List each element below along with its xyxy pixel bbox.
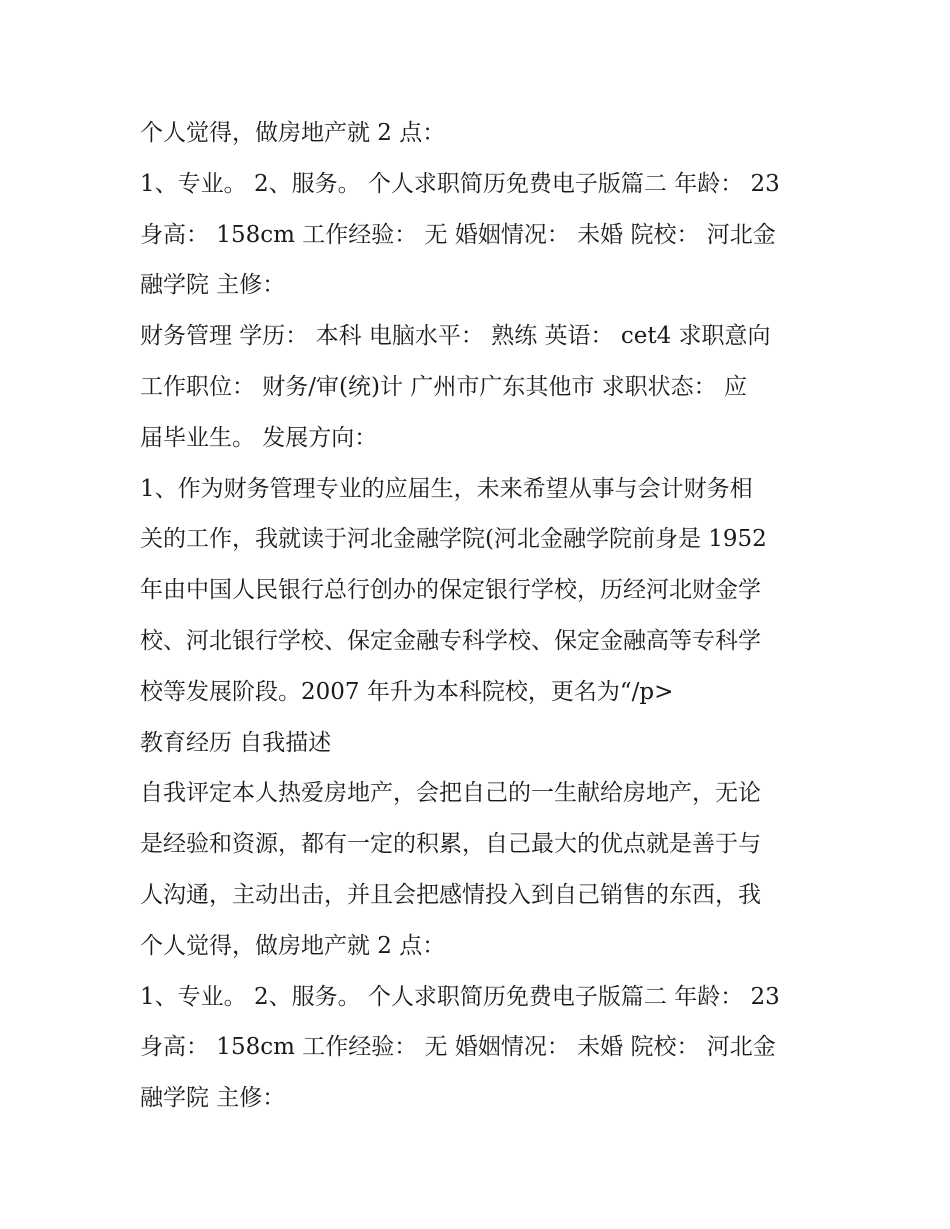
text-line: 自我评定本人热爱房地产，会把自己的一生献给房地产，无论 xyxy=(140,780,761,807)
document-body xyxy=(140,108,820,1124)
text-line: 校、河北银行学校、保定金融专科学校、保定金融高等专科学 xyxy=(140,627,761,654)
text-line: 财务管理 学历： 本科 电脑水平： 熟练 英语： cet4 求职意向 xyxy=(140,323,771,350)
text-line: 融学院 主修： xyxy=(140,1085,286,1112)
text-line: 身高： 158cm 工作经验： 无 婚姻情况： 未婚 院校： 河北金 xyxy=(140,1034,776,1061)
text-line: 年由中国人民银行总行创办的保定银行学校，历经河北财金学 xyxy=(140,577,761,604)
text-line: 身高： 158cm 工作经验： 无 婚姻情况： 未婚 院校： 河北金 xyxy=(140,221,776,248)
text-line: 个人觉得，做房地产就 2 点： xyxy=(140,932,446,959)
text-line: 关的工作，我就读于河北金融学院(河北金融学院前身是 1952 xyxy=(140,526,767,553)
text-line: 是经验和资源，都有一定的积累，自己最大的优点就是善于与 xyxy=(140,831,761,858)
text-line: 人沟通，主动出击，并且会把感情投入到自己销售的东西，我 xyxy=(140,881,761,908)
text-line: 1、专业。 2、服务。 个人求职简历免费电子版篇二 年龄： 23 xyxy=(140,983,780,1010)
text-line: 校等发展阶段。2007 年升为本科院校，更名为“/p> xyxy=(140,678,674,705)
text-line: 届毕业生。 发展方向： xyxy=(140,424,378,451)
text-line: 工作职位： 财务/审(统)计 广州市广东其他市 求职状态： 应 xyxy=(140,373,747,400)
text-line: 1、专业。 2、服务。 个人求职简历免费电子版篇二 年龄： 23 xyxy=(140,170,780,197)
text-line: 1、作为财务管理专业的应届生，未来希望从事与会计财务相 xyxy=(140,475,753,502)
text-line: 教育经历 自我描述 xyxy=(140,729,332,756)
text-line: 个人觉得，做房地产就 2 点： xyxy=(140,120,446,146)
text-line: 融学院 主修： xyxy=(140,272,286,299)
